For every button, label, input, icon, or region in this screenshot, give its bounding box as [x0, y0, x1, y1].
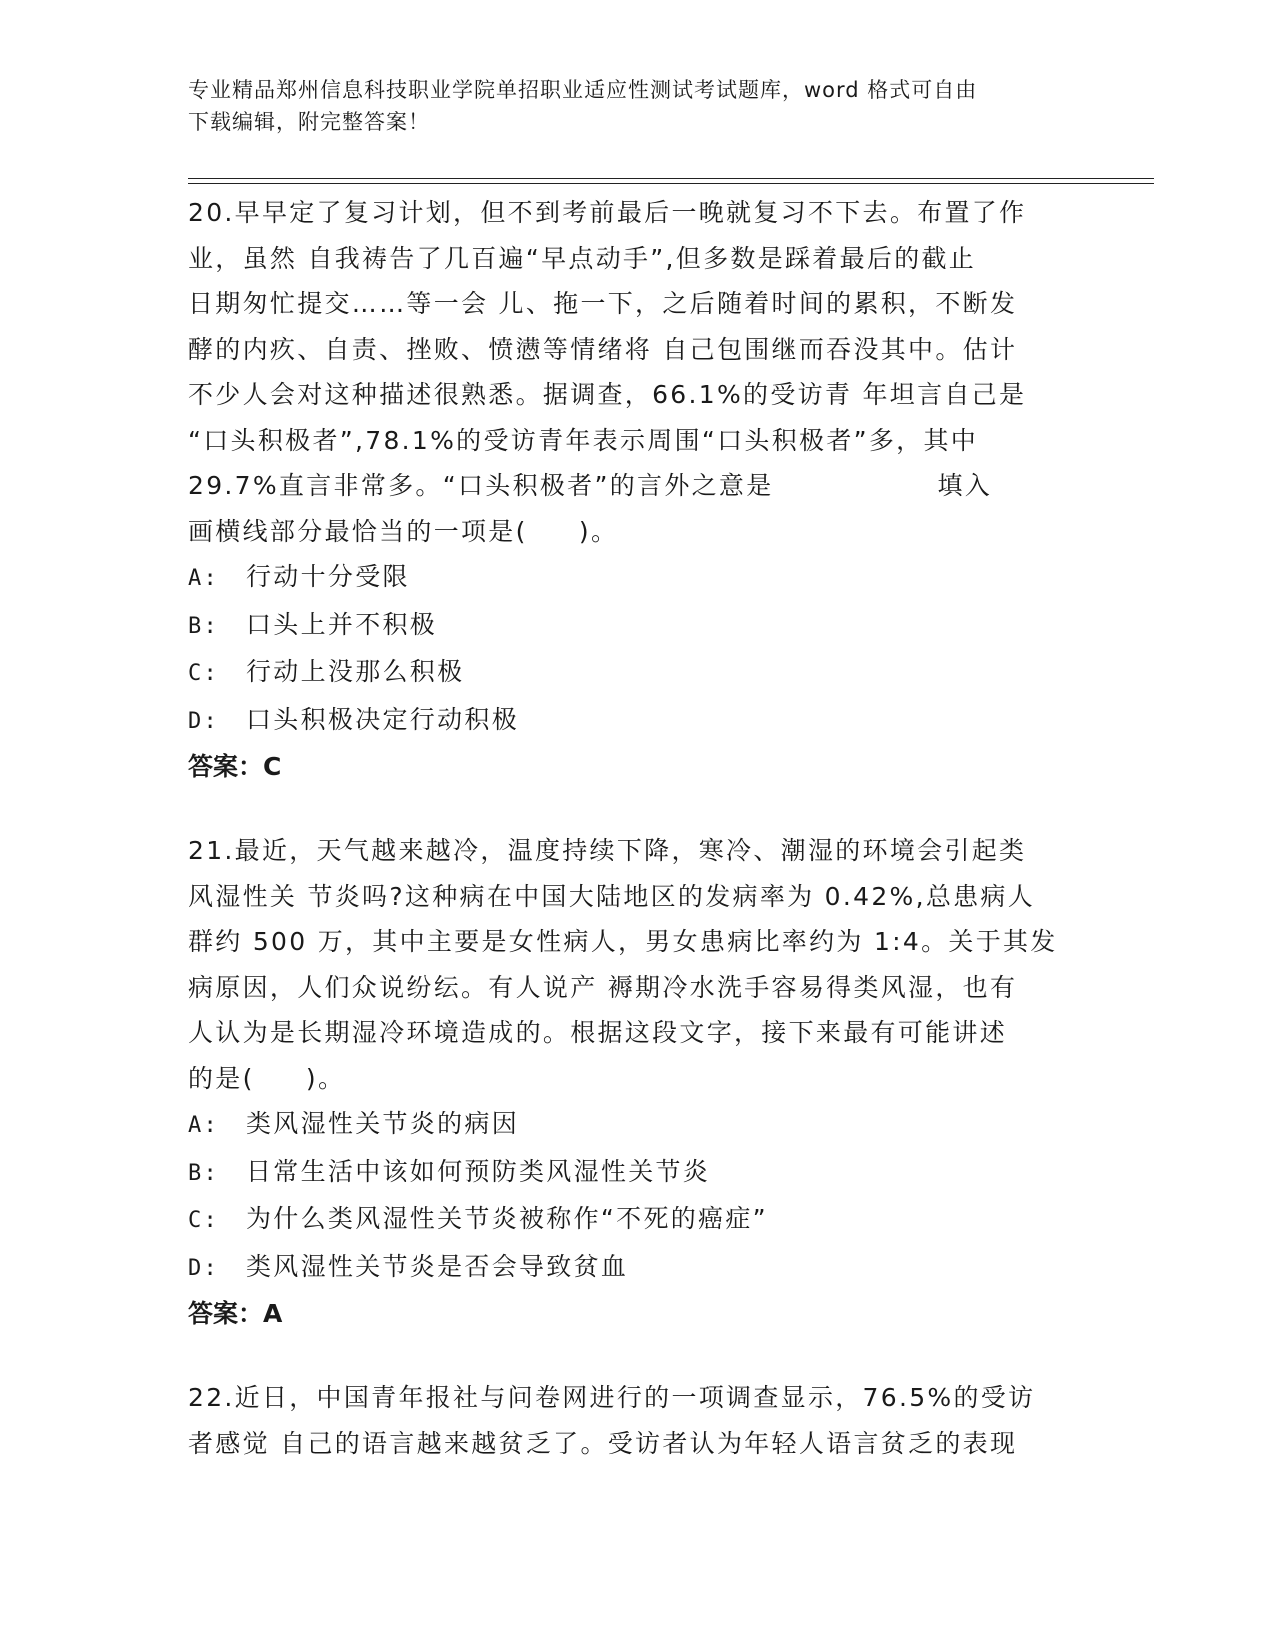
option-text: 类风湿性关节炎的病因: [246, 1109, 520, 1138]
header-divider-top: [188, 178, 1154, 179]
option-key: C:: [188, 1208, 220, 1233]
stem-line: 者感觉 自己的语言越来越贫乏了。受访者认为年轻人语言贫乏的表现: [188, 1428, 1018, 1458]
option-a: [188, 1101, 1088, 1149]
answer: 答案：C: [188, 752, 282, 781]
option-text: 口头积极决定行动积极: [246, 704, 520, 734]
stem-line: 风湿性关 节炎吗?这种病在中国大陆地区的发病率为 0.42%,总患病人: [188, 881, 1036, 911]
option-key: B:: [188, 1160, 220, 1186]
option-key: B:: [188, 613, 220, 639]
stem-line: 20.早早定了复习计划，但不到考前最后一晚就复习不下去。布置了作: [188, 198, 1027, 227]
option-text: 日常生活中该如何预防类风湿性关节炎: [246, 1156, 711, 1186]
header-line-2: 下载编辑，附完整答案！: [188, 110, 430, 134]
stem-line: 业，虽然 自我祷告了几百遍“早点动手”,但多数是踩着最后的截止: [188, 243, 977, 273]
option-text: 行动上没那么积极: [246, 657, 465, 686]
stem-line: 22.近日，中国青年报社与问卷网进行的一项调查显示，76.5%的受访: [188, 1383, 1036, 1412]
question-21-stem: [188, 828, 1088, 1101]
option-text: 类风湿性关节炎是否会导致贫血: [246, 1251, 629, 1281]
header-divider-bottom: [188, 183, 1154, 184]
question-20: [188, 190, 1088, 790]
stem-line: “口头积极者”,78.1%的受访青年表示周围“口头积极者”多，其中: [188, 425, 979, 455]
answer: 答案：A: [188, 1299, 283, 1328]
option-key: A:: [188, 566, 220, 591]
option-text: 行动十分受限: [246, 562, 410, 591]
stem-line: 29.7%直言非常多。“口头积极者”的言外之意是 填入: [188, 471, 993, 500]
option-key: D:: [188, 708, 220, 734]
stem-line: 群约 500 万，其中主要是女性病人，男女患病比率约为 1:4。关于其发: [188, 927, 1058, 956]
option-key: C:: [188, 661, 220, 686]
stem-line: 的是( )。: [188, 1063, 346, 1093]
option-text: 口头上并不积极: [246, 609, 438, 639]
header-line-1: 专业精品郑州信息科技职业学院单招职业适应性测试考试题库，word 格式可自由: [188, 78, 978, 102]
stem-line: 病原因，人们众说纷纭。有人说产 褥期冷水洗手容易得类风湿，也有: [188, 972, 1018, 1002]
option-d: [188, 697, 1088, 745]
option-key: A:: [188, 1113, 220, 1138]
question-22: [188, 1375, 1088, 1466]
stem-line: 日期匆忙提交……等一会 儿、拖一下，之后随着时间的累积，不断发: [188, 289, 1018, 318]
option-b: [188, 1149, 1088, 1197]
question-20-stem: [188, 190, 1088, 554]
stem-line: 酵的内疚、自责、挫败、愤懑等情绪将 自己包围继而吞没其中。估计: [188, 334, 1018, 364]
option-b: [188, 602, 1088, 650]
question-22-stem: [188, 1375, 1088, 1466]
option-key: D:: [188, 1255, 220, 1281]
stem-line: 画横线部分最恰当的一项是( )。: [188, 516, 619, 546]
question-21: [188, 828, 1088, 1337]
option-text: 为什么类风湿性关节炎被称作“不死的癌症”: [246, 1204, 768, 1233]
option-c: [188, 1196, 1088, 1244]
document-header: [188, 74, 1068, 138]
stem-line: 21.最近，天气越来越冷，温度持续下降，寒冷、潮湿的环境会引起类: [188, 836, 1027, 865]
option-a: [188, 554, 1088, 602]
stem-line: 不少人会对这种描述很熟悉。据调查，66.1%的受访青 年坦言自己是: [188, 380, 1027, 409]
option-d: [188, 1244, 1088, 1292]
stem-line: 人认为是长期湿冷环境造成的。根据这段文字，接下来最有可能讲述: [188, 1018, 1008, 1047]
option-c: [188, 649, 1088, 697]
